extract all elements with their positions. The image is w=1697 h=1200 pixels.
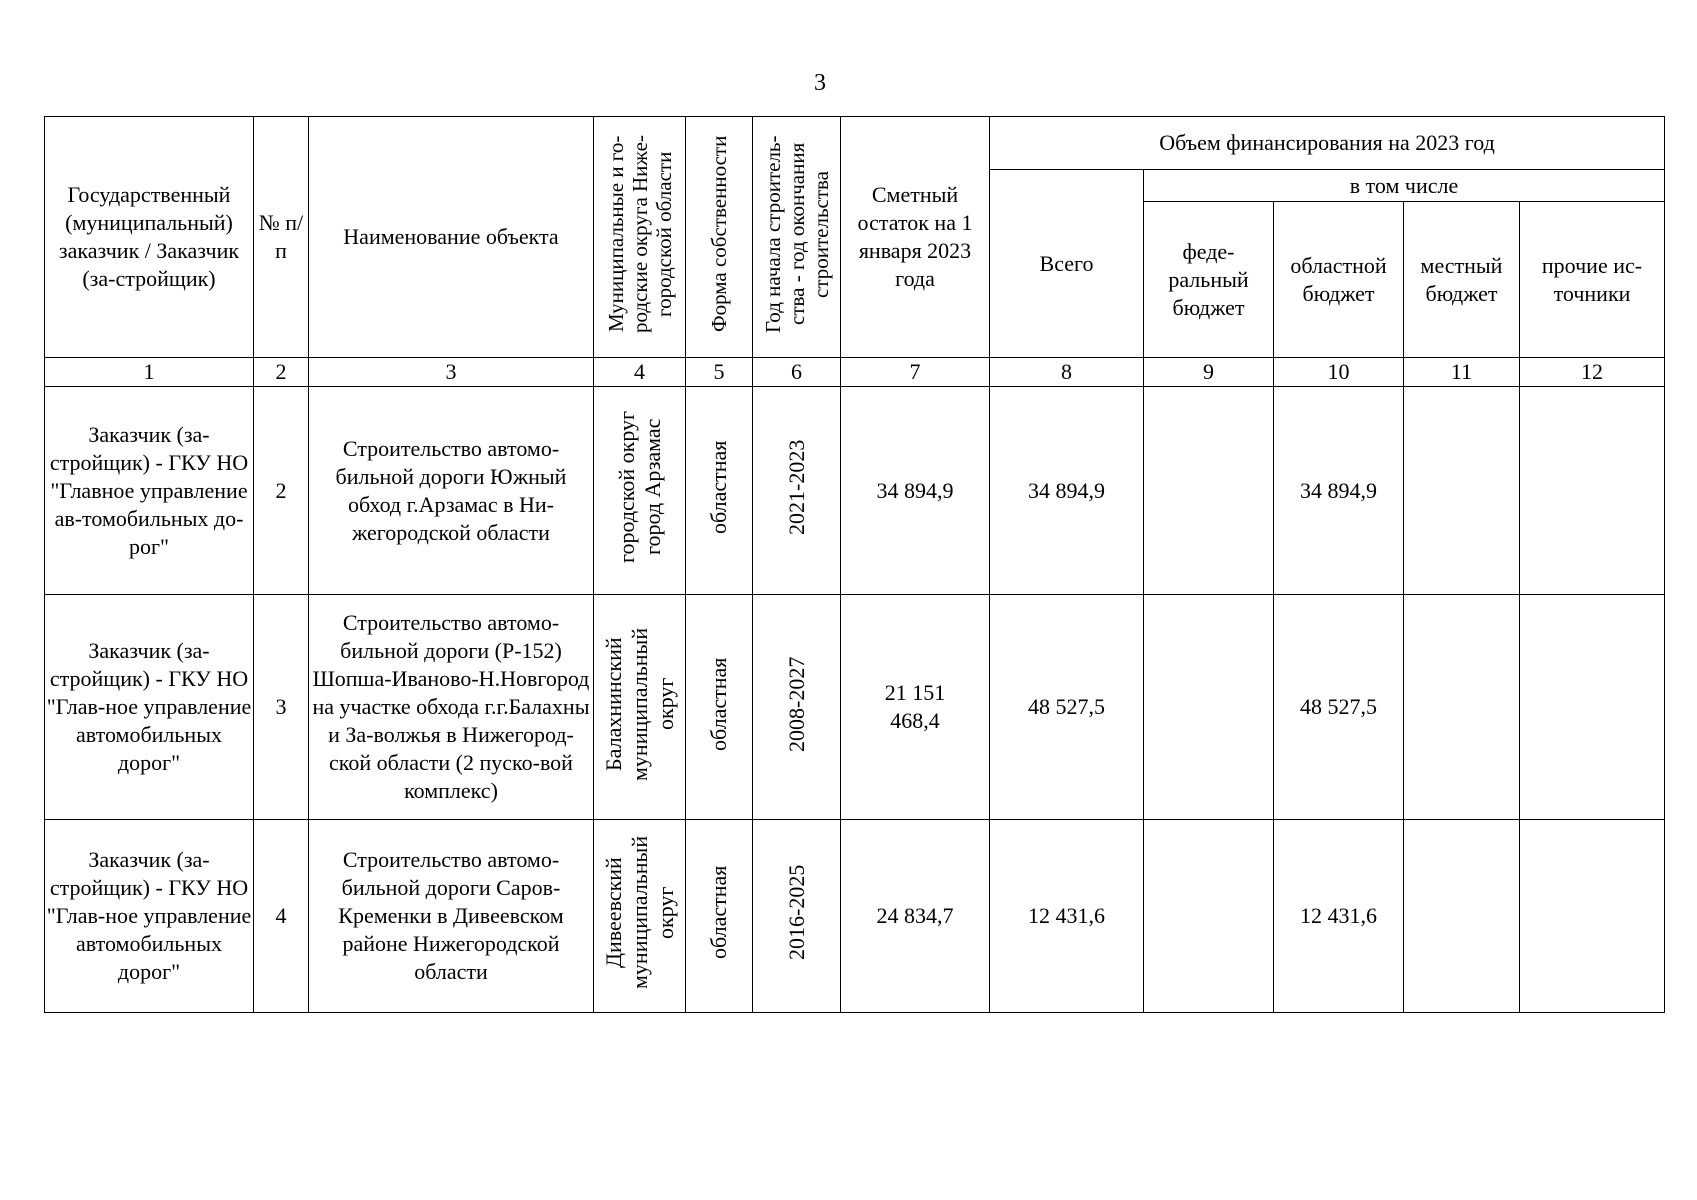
- column-number: 12: [1520, 358, 1665, 387]
- column-number: 3: [309, 358, 594, 387]
- table-row: [45, 820, 1665, 1013]
- row-remaining: 21 151 468,4: [841, 595, 990, 820]
- header-years-cell: [753, 117, 841, 358]
- row-ownership-cell: [686, 387, 753, 595]
- row-regional: 48 527,5: [1274, 595, 1404, 820]
- table-row: [45, 387, 1665, 595]
- row-years: 2021-2023: [783, 439, 809, 535]
- row-years-cell: [753, 595, 841, 820]
- column-number: 2: [254, 358, 309, 387]
- header-federal: феде-ральный бюджет: [1144, 202, 1274, 358]
- header-ownership: Форма собственности: [707, 135, 731, 332]
- row-years-cell: [753, 820, 841, 1013]
- row-years: 2016-2025: [783, 864, 809, 961]
- column-number: 11: [1404, 358, 1520, 387]
- column-number: 8: [990, 358, 1144, 387]
- row-customer: Заказчик (за-стройщик) - ГКУ НО "Главное управление ав-томобильных до-рог": [45, 387, 254, 595]
- header-other: прочие ис-точники: [1520, 202, 1665, 358]
- header-years: Год начала строитель-ства - год окончания строительства: [760, 134, 833, 333]
- row-number: 2: [254, 387, 309, 595]
- header-ownership-cell: [686, 117, 753, 358]
- row-number: 4: [254, 820, 309, 1013]
- financing-table: [44, 116, 1665, 1013]
- header-remaining: Сметный остаток на 1 января 2023 года: [841, 117, 990, 358]
- row-municipality: городской округ город Арзамас: [613, 410, 665, 564]
- header-customer: Государственный (муниципальный) заказчик / Заказчик (за-стройщик): [45, 117, 254, 358]
- row-regional: 12 431,6: [1274, 820, 1404, 1013]
- header-regional: областной бюджет: [1274, 202, 1404, 358]
- header-including: в том числе: [1144, 170, 1665, 202]
- row-ownership-cell: [686, 595, 753, 820]
- row-object-name: Строительство автомо-бильной дороги Саров-Кременки в Дивеевском районе Нижегородской области: [309, 820, 594, 1013]
- column-number: 9: [1144, 358, 1274, 387]
- row-remaining: 24 834,7: [841, 820, 990, 1013]
- row-local: [1404, 595, 1520, 820]
- row-object-name: Строительство автомо-бильной дороги Южный обход г.Арзамас в Ни-жегородской области: [309, 387, 594, 595]
- row-municipality-cell: [594, 595, 686, 820]
- row-total: 12 431,6: [990, 820, 1144, 1013]
- column-number: 6: [753, 358, 841, 387]
- column-number: 1: [45, 358, 254, 387]
- row-ownership: областная: [706, 440, 731, 534]
- row-other: [1520, 595, 1665, 820]
- header-local: местный бюджет: [1404, 202, 1520, 358]
- row-other: [1520, 387, 1665, 595]
- row-municipality-cell: [594, 820, 686, 1013]
- header-number: № п/п: [254, 117, 309, 358]
- row-federal: [1144, 820, 1274, 1013]
- row-federal: [1144, 387, 1274, 595]
- row-municipality: Балахнинский муниципальный округ: [600, 626, 678, 781]
- column-number: 5: [686, 358, 753, 387]
- row-ownership: областная: [706, 656, 731, 751]
- row-years-cell: [753, 387, 841, 595]
- header-municipality: Муниципальные и го-родские округа Ниже-городской области: [603, 134, 676, 333]
- column-number: 4: [594, 358, 686, 387]
- row-federal: [1144, 595, 1274, 820]
- row-number: 3: [254, 595, 309, 820]
- row-total: 34 894,9: [990, 387, 1144, 595]
- row-customer: Заказчик (за-стройщик) - ГКУ НО "Глав-ное управление автомобильных дорог": [45, 820, 254, 1013]
- row-other: [1520, 820, 1665, 1013]
- header-object-name: Наименование объекта: [309, 117, 594, 358]
- row-years: 2008-2027: [783, 655, 809, 752]
- header-total: Всего: [990, 170, 1144, 358]
- row-object-name: Строительство автомо-бильной дороги (Р-152) Шопша-Иваново-Н.Новгород на участке обхода г.г.Балахны и За-волжья в Нижегород-ской области (2 пуско-вой комплекс): [309, 595, 594, 820]
- row-regional: 34 894,9: [1274, 387, 1404, 595]
- header-municipality-cell: [594, 117, 686, 358]
- row-customer: Заказчик (за-стройщик) - ГКУ НО "Глав-ное управление автомобильных дорог": [45, 595, 254, 820]
- column-number: 10: [1274, 358, 1404, 387]
- row-municipality-cell: [594, 387, 686, 595]
- column-numbers-row: [45, 358, 1665, 387]
- column-number: 7: [841, 358, 990, 387]
- row-local: [1404, 820, 1520, 1013]
- row-ownership: областная: [706, 865, 731, 960]
- row-local: [1404, 387, 1520, 595]
- row-total: 48 527,5: [990, 595, 1144, 820]
- table-row: [45, 595, 1665, 820]
- header-funding: Объем финансирования на 2023 год: [990, 117, 1665, 170]
- row-remaining: 34 894,9: [841, 387, 990, 595]
- row-municipality: Дивеевский муниципальный округ: [600, 835, 678, 990]
- page-number: 3: [814, 70, 826, 96]
- row-ownership-cell: [686, 820, 753, 1013]
